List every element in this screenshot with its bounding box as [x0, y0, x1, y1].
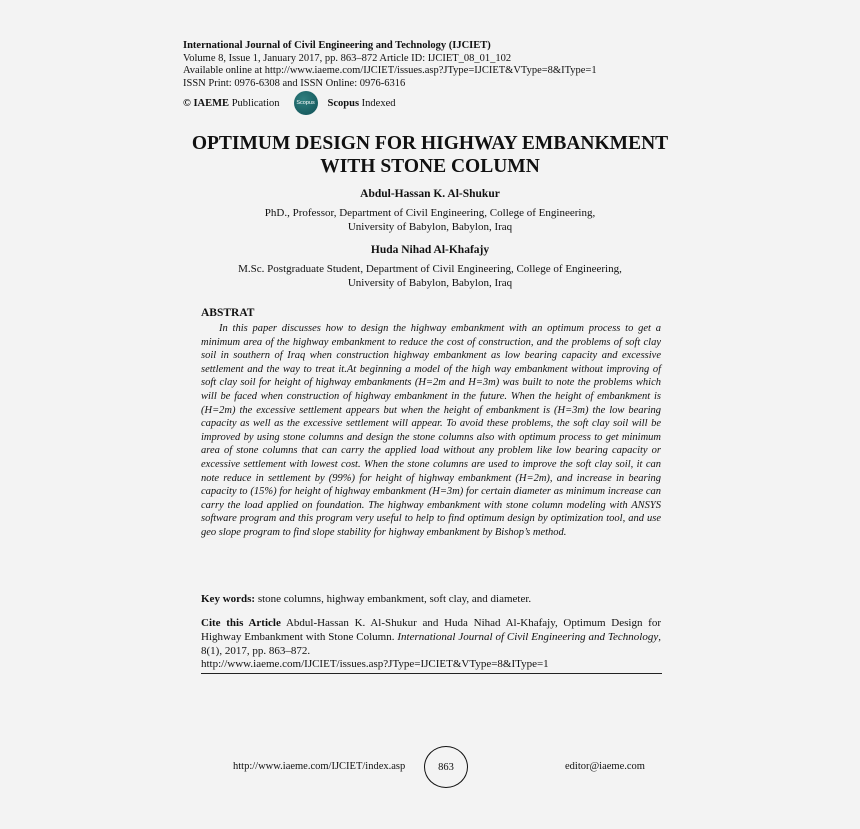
affiliation-line: M.Sc. Postgraduate Student, Department of Civil Engineering, College of Engineering,	[238, 263, 622, 275]
paper-title	[150, 132, 710, 178]
affiliation-line: PhD., Professor, Department of Civil Engineering, College of Engineering,	[264, 207, 596, 219]
page-number: 863	[424, 746, 468, 788]
cite-label: Cite this Article	[201, 617, 281, 629]
scopus-logo-icon: Scopus	[294, 91, 318, 115]
cite-journal: International Journal of Civil Engineering and Technology	[397, 630, 659, 643]
title-line-1: OPTIMUM DESIGN FOR HIGHWAY EMBANKMENT	[191, 133, 669, 154]
affiliation-line: University of Babylon, Babylon, Iraq	[347, 221, 513, 233]
abstract-heading: ABSTRAT	[201, 307, 255, 319]
keywords	[201, 593, 661, 605]
scopus-indexed-label: Scopus Indexed	[327, 97, 396, 109]
author-affiliation	[150, 206, 710, 234]
keywords-label: Key words:	[201, 593, 256, 605]
author-name: Abdul-Hassan K. Al-Shukur	[360, 188, 500, 200]
cite-details: , 8(1), 2017, pp. 863–872.	[201, 630, 661, 657]
publisher-row	[183, 90, 396, 116]
available-online: Available online at http://www.iaeme.com/IJCIET/issues.asp?JType=IJCIET&VType=8&IType=1	[183, 65, 597, 77]
cite-url-link[interactable]: http://www.iaeme.com/IJCIET/issues.asp?JType=IJCIET&VType=8&IType=1	[201, 658, 549, 671]
title-line-2: WITH STONE COLUMN	[320, 156, 540, 177]
author-affiliation	[150, 262, 710, 290]
citation	[201, 617, 661, 672]
abstract-text: In this paper discusses how to design the highway embankment with an optimum process to get a minimum area of the highway embankment to reduce the cost of construction, and the problems of soft clay soil in southern of Iraq when construction highway embankment as low bearing capacity and excessive settlement and the way to treat it.At beginning a model of the high way embankment without improving of soft clay soil for height of highway embankments (H=2m and H=3m) was built to note the problems which will be faced when construction of highway embankment in the future. When the height of embankment is (H=2m) the excessive settlement appears but when the height of embankment is (H=3m) the low bearing capacity as well as the excessive settlement will appear. To avoid these problems, the soft clay soil will be improved by using stone columns and design the stone columns also with optimum process to get minimum area of stone columns that can carry the applied load without any problem like low bearing capacity or excessive settlement with lowest cost. When the stone columns are used to improve the soft clay soil, it can note reduce in settlement by (99%) for height of highway embankment (H=2m), and increase in bearing capacity to (15%) for height of highway embankment (H=3m) for certain diameter as minimum increase can carry the load applied on foundation. The highway embankment with stone column modeling with ANSYS software program and this program very useful to help to find optimum design by optimization tool, and use geo slope program to find slope stability for highway embankment by Bishop’s method.	[201, 323, 661, 538]
publisher-label: © IAEME Publication	[183, 97, 280, 109]
author-name: Huda Nihad Al-Khafajy	[370, 244, 490, 256]
issn-info: ISSN Print: 0976-6308 and ISSN Online: 0976-6316	[183, 77, 406, 89]
journal-header	[183, 40, 597, 90]
footer-email-link[interactable]: editor@iaeme.com	[565, 761, 645, 772]
cite-authors: Abdul-Hassan K. Al-Shukur and Huda Nihad Al-Khafajy, Optimum Design for Highway Embankment with Stone Column.	[201, 617, 661, 643]
affiliation-line: University of Babylon, Babylon, Iraq	[347, 277, 513, 289]
footer-url-link[interactable]: http://www.iaeme.com/IJCIET/index.asp	[233, 761, 406, 772]
journal-title: International Journal of Civil Engineering and Technology (IJCIET)	[183, 40, 491, 51]
divider	[201, 673, 662, 674]
keywords-text: stone columns, highway embankment, soft clay, and diameter.	[255, 593, 532, 605]
volume-info: Volume 8, Issue 1, January 2017, pp. 863–872 Article ID: IJCIET_08_01_102	[183, 52, 512, 64]
